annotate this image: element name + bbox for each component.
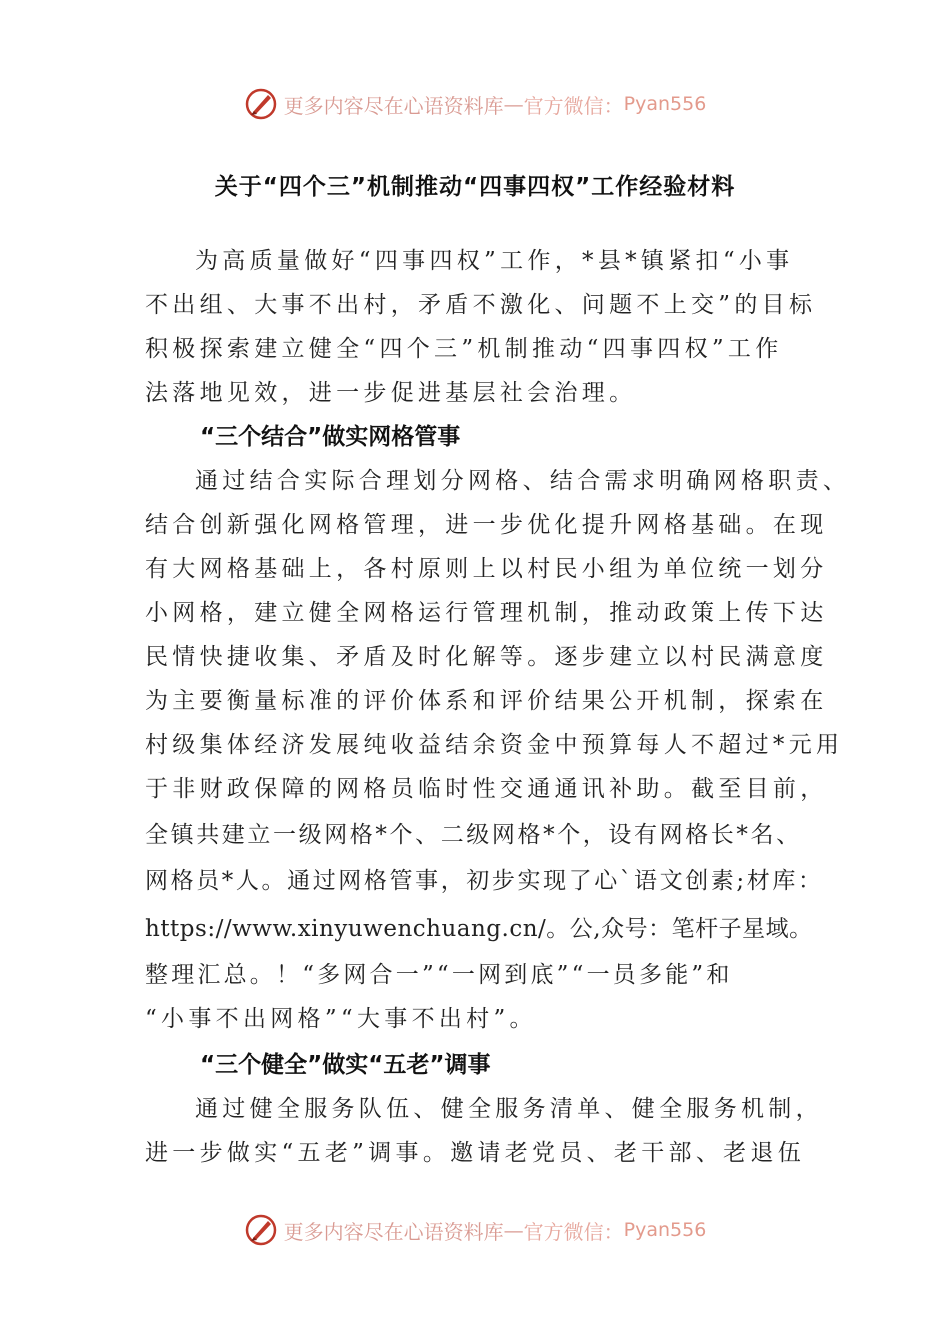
header-watermark-banner <box>0 84 950 124</box>
body-line: 积极探索建立健全“四个三”机制推动“四事四权”工作 <box>145 336 783 362</box>
body-line: 整理汇总。！“多网合一”“一网到底”“一员多能”和 <box>145 962 733 988</box>
footer-watermark-banner <box>0 1210 950 1250</box>
banner-dash: — <box>503 92 524 116</box>
document-title: 关于“四个三”机制推动“四事四权”工作经验材料 <box>214 174 736 200</box>
body-line: 小网格，建立健全网格运行管理机制，推动政策上传下达 <box>145 600 828 626</box>
body-line: 进一步做实“五老”调事。邀请老党员、老干部、老退伍 <box>145 1140 806 1166</box>
body-line: 为高质量做好“四事四权”工作，*县*镇紧扣“小事 <box>195 248 794 274</box>
body-line: 通过健全服务队伍、健全服务清单、健全服务机制， <box>195 1096 823 1122</box>
body-line: 村级集体经济发展纯收益结余资金中预算每人不超过*元用 <box>145 732 844 758</box>
banner-wechat-id: Pyan556 <box>623 1219 707 1241</box>
pen-logo-icon <box>244 1213 278 1247</box>
body-line: “小事不出网格”“大事不出村”。 <box>145 1006 537 1032</box>
body-line: 法落地见效，进一步促进基层社会治理。 <box>145 380 637 406</box>
pen-logo-icon <box>244 87 278 121</box>
body-line: 通过结合实际合理划分网格、结合需求明确网格职责、 <box>195 468 851 494</box>
banner-text: 更多内容尽在心语资料库 <box>283 93 504 118</box>
body-line: 全镇共建立一级网格*个、二级网格*个，设有网格长*名、 <box>145 822 802 848</box>
body-line: 于非财政保障的网格员临时性交通通讯补助。截至目前， <box>145 776 828 802</box>
banner-wechat-id: Pyan556 <box>623 93 707 115</box>
body-line: 为主要衡量标准的评价体系和评价结果公开机制，探索在 <box>145 688 828 714</box>
banner-wechat-label: 官方微信： <box>523 93 624 118</box>
section-heading: “三个结合”做实网格管事 <box>200 424 461 450</box>
body-line: 民情快捷收集、矛盾及时化解等。逐步建立以村民满意度 <box>145 644 828 670</box>
banner-wechat-label: 官方微信： <box>523 1219 624 1244</box>
banner-text: 更多内容尽在心语资料库 <box>283 1219 504 1244</box>
body-line-url: https://www.xinyuwenchuang.cn/。公,众号：笔杆子星域。 <box>145 916 813 942</box>
body-line: 网格员*人。通过网格管事，初步实现了心`语文创素;材库： <box>145 868 824 894</box>
banner-dash: — <box>503 1218 524 1242</box>
body-line: 有大网格基础上，各村原则上以村民小组为单位统一划分 <box>145 556 828 582</box>
section-heading: “三个健全”做实“五老”调事 <box>200 1052 491 1078</box>
body-line: 结合创新强化网格管理，进一步优化提升网格基础。在现 <box>145 512 828 538</box>
body-line: 不出组、大事不出村，矛盾不激化、问题不上交”的目标 <box>145 292 817 318</box>
